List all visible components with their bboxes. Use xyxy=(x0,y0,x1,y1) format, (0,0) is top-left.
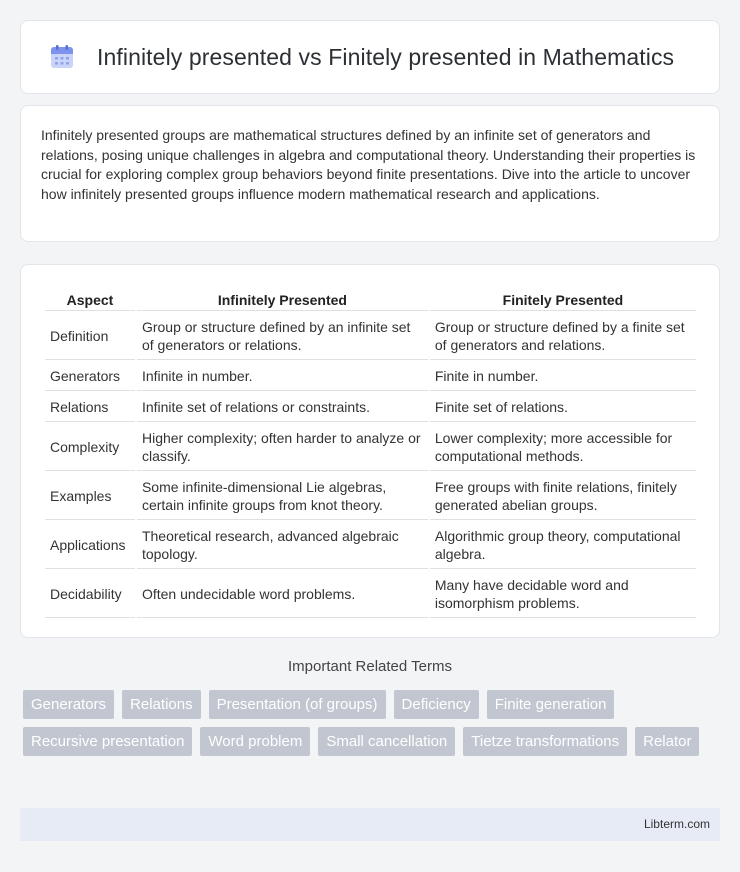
row-infinite: Often undecidable word problems. xyxy=(137,571,428,618)
row-infinite: Some infinite-dimensional Lie algebras, certain infinite groups from knot theory. xyxy=(137,473,428,520)
term-tag[interactable]: Recursive presentation xyxy=(23,727,192,756)
header-infinitely-presented: Infinitely Presented xyxy=(137,287,428,311)
term-tag[interactable]: Deficiency xyxy=(394,690,479,719)
table-row xyxy=(45,313,696,360)
row-aspect: Decidability xyxy=(45,571,135,618)
comparison-table xyxy=(43,285,698,620)
term-tag[interactable]: Tietze transformations xyxy=(463,727,627,756)
footer-link[interactable]: Libterm.com xyxy=(643,817,710,831)
row-aspect: Definition xyxy=(45,313,135,360)
header-finitely-presented: Finitely Presented xyxy=(430,287,696,311)
row-infinite: Infinite in number. xyxy=(137,362,428,391)
table-row xyxy=(45,362,696,391)
page-title: Infinitely presented vs Finitely presented in Mathematics xyxy=(97,43,675,70)
row-aspect: Examples xyxy=(45,473,135,520)
term-tag[interactable]: Relations xyxy=(122,690,201,719)
intro-text: Infinitely presented groups are mathematical structures defined by an infinite set of generators and relations, posing unique challenges in algebra and computational theory. Understanding their properties is crucial for exploring complex group behaviors beyond finite presentations. Dive into the article to uncover how infinitely presented groups influence modern mathematical research and applications. xyxy=(41,127,696,202)
term-tag[interactable]: Generators xyxy=(23,690,114,719)
header-card xyxy=(20,20,720,94)
row-finite: Lower complexity; more accessible for computational methods. xyxy=(430,424,696,471)
row-finite: Finite in number. xyxy=(430,362,696,391)
table-row xyxy=(45,473,696,520)
row-finite: Free groups with finite relations, finitely generated abelian groups. xyxy=(430,473,696,520)
row-aspect: Applications xyxy=(45,522,135,569)
term-tag[interactable]: Finite generation xyxy=(487,690,615,719)
table-row xyxy=(45,571,696,618)
row-finite: Algorithmic group theory, computational algebra. xyxy=(430,522,696,569)
row-infinite: Higher complexity; often harder to analyze or classify. xyxy=(137,424,428,471)
row-infinite: Group or structure defined by an infinite set of generators or relations. xyxy=(137,313,428,360)
row-aspect: Generators xyxy=(45,362,135,391)
term-tag[interactable]: Relator xyxy=(635,727,699,756)
header-aspect: Aspect xyxy=(45,287,135,311)
row-infinite: Theoretical research, advanced algebraic topology. xyxy=(137,522,428,569)
related-terms-title: Important Related Terms xyxy=(288,658,452,675)
row-finite: Finite set of relations. xyxy=(430,393,696,422)
row-aspect: Complexity xyxy=(45,424,135,471)
row-aspect: Relations xyxy=(45,393,135,422)
calendar-icon xyxy=(49,44,75,70)
table-row xyxy=(45,522,696,569)
comparison-card xyxy=(20,264,720,638)
term-tag[interactable]: Word problem xyxy=(200,727,310,756)
row-finite: Group or structure defined by a finite set of generators and relations. xyxy=(430,313,696,360)
table-row xyxy=(45,393,696,422)
table-header-row xyxy=(45,287,696,311)
table-row xyxy=(45,424,696,471)
row-finite: Many have decidable word and isomorphism problems. xyxy=(430,571,696,618)
term-tag[interactable]: Presentation (of groups) xyxy=(209,690,386,719)
footer xyxy=(20,808,720,841)
intro-card xyxy=(20,105,720,242)
term-tag[interactable]: Small cancellation xyxy=(318,727,455,756)
row-infinite: Infinite set of relations or constraints. xyxy=(137,393,428,422)
related-terms-list xyxy=(23,690,723,756)
